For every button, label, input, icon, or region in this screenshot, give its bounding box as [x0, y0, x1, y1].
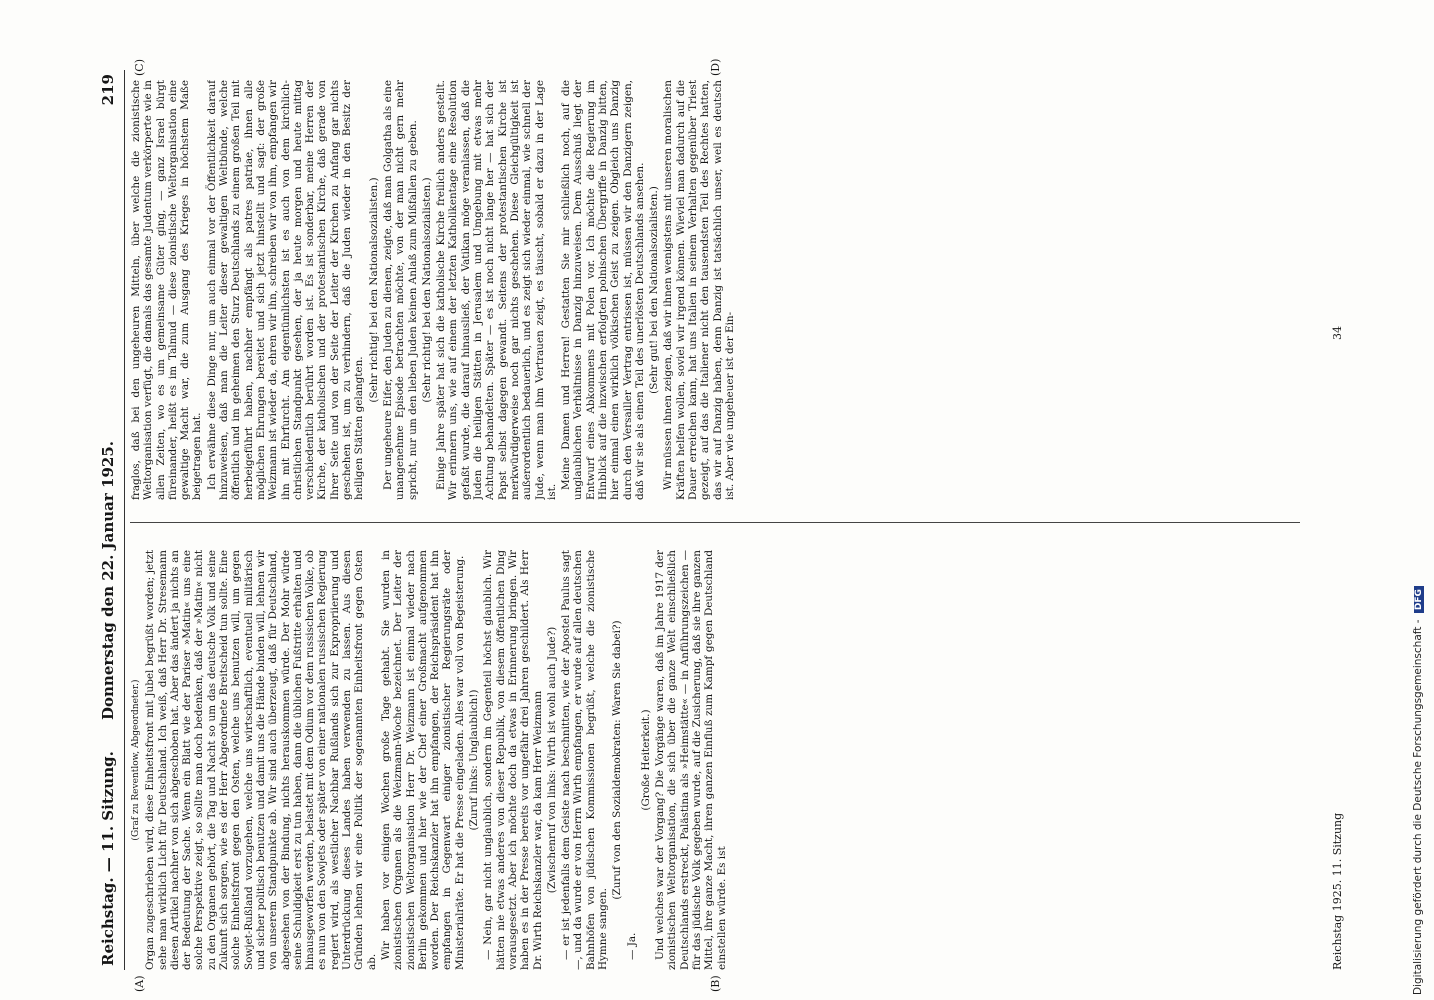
- paragraph: Meine Damen und Herren! Gestatten Sie mir schließlich noch, auf die unglaublichen Verhältnisse in Danzig hinzuweisen. Dem Ausschuß liegt der Entwurf eines Abkommens mit Polen vor. Ich möchte die Regierung im Hinblick auf die inzwischen erfolgten polnischen Übergriffe in Danzig bitten, hier einmal einen wirklich völkischen Geist zu zeigen. Obgleich uns Danzig durch den Versailler Vertrag entrissen ist, müssen wir den Danzigern zeigen, daß wir sie als einen Teil des unerlösten Deutschlands ansehen.: [560, 80, 646, 500]
- header-date: Donnerstag den 22. Januar 1925.: [99, 441, 117, 720]
- paragraph: Und welches war der Vorgang? Die Vorgänge waren, daß im Jahre 1917 der zionistischen Weltorganisation, die sich über die ganze Welt einschließlich Deutschlands erstreckt, Palästina als »Heimstätte« — in Anführungszeichen — für das jüdische Volk gegeben wurde, auf die Zusicherung, daß sie ihre ganzen Mittel, ihre ganze Macht, ihren ganzen Einfluß zum Kampf gegen Deutschland einstellen würde. Es ist: [654, 550, 728, 970]
- page-signature: 34: [1331, 326, 1344, 340]
- dfg-logo: DFG: [1414, 586, 1424, 613]
- paragraph: Organ zugeschrieben wird, diese Einheitsfront mit Jubel begrüßt worden; jetzt sehe man wirklich Licht für Deutschland. Ich weiß, daß Herr Dr. Stresemann diesen Artikel nachher von sich abgeschoben hat. Aber das ändert ja nichts an der Bedeutung der Sache. Wenn ein Blatt wie der Pariser »Matin« uns eine solche Perspektive zeigt, so sollte man doch bedenken, daß der »Matin« nicht zu den Organen gehört, die Tag und Nacht so um das deutsche Volk und seine Zukunft sich sorgen, wie es der Herr Abgeordnete Breitscheid tun sollte. Eine solche Einheitsfront gegen den Osten, welche uns benutzen will, um gegen Sowjet-Rußland vorzugehen, welche uns wirtschaftlich, eventuell militärisch und sicher politisch benutzen und damit uns die Hände binden will, lehnen wir von unserem Standpunkte ab. Wir sind auch überzeugt, daß für Deutschland, abgesehen von der Bindung, nichts herauskommen würde. Der Mohr würde seine Schuldigkeit erst zu tun haben, dann die üblichen Fußtritte erhalten und hinausgeworfen werden, belastet mit dem Odium vor dem russischen Volke, ob es nun von den Sowjets oder später von einer nationalen russischen Regierung regiert wird, als westlicher Nachbar Rußlands sich zur Expropriierung und Unterdrückung dieses Landes haben verwenden zu lassen. Aus diesen Gründen lehnen wir eine Politik der sogenannten Einheitsfront gegen Osten ab.: [144, 550, 378, 970]
- footer-session: Reichstag 1925. 11. Sitzung: [1331, 812, 1344, 970]
- interjection: (Sehr richtig! bei den Nationalsozialisten.): [420, 177, 433, 403]
- paragraph: Wir haben vor einigen Wochen große Tage gehabt. Sie wurden in zionistischen Organen als die Weizmann-Woche bezeichnet. Der Leiter der zionistischen Weltorganisation Herr Dr. Weizmann ist einmal wieder nach Berlin gekommen und hier wie der Chef einer Großmacht aufgenommen worden. Der Reichskanzler hat ihn empfangen, der Reichspräsident hat ihn empfangen in Gegenwart einiger zionistischer Regierungsräte oder Ministerialräte. Er hat die Presse eingeladen. Alles war voll von Begeisterung.: [379, 550, 466, 970]
- left-column: [130, 550, 1310, 970]
- paragraph: Einige Jahre später hat sich die katholische Kirche freilich anders gestellt. Wir erinnern uns, wie auf einem der letzten Katholikentage eine Resolution gefaßt wurde, die darauf hinausließ, der Vatikan möge veranlassen, daß die Juden die heiligen Stätten in Jerusalem und Umgebung mit etwas mehr Achtung behandelten. Später — es ist noch nicht lange her — hat sich der Papst selbst dagegen gewandt. Seitens der protestantischen Kirche ist merkwürdigerweise noch gar nichts geschehen. Diese Gleichgültigkeit ist außerordentlich bedauerlich, und es zeigt sich wieder einmal, wie schnell der Jude, wenn man ihm Vertrauen zeigt, es täuscht, sobald er dazu in der Lage ist.: [435, 80, 558, 500]
- header-session: Reichstag. — 11. Sitzung.: [99, 751, 117, 966]
- paragraph: — Ja.: [625, 932, 638, 960]
- digitization-credit: [1412, 586, 1424, 995]
- paragraph: — Nein, gar nicht unglaublich, sondern im Gegenteil höchst glaublich. Wir hätten nie etwas anderes von dieser Republik, von diesem öffentlichen Ding vorausgesetzt. Aber ich möchte doch da etwas in Erinnerung bringen. Wir haben es in der Presse bereits vor ungefähr drei Jahren geschildert. Als Herr Dr. Wirth Reichskanzler war, da kam Herr Weizmann: [482, 550, 544, 970]
- rotated-page: [99, 58, 1390, 992]
- margin-mark-d: (D): [709, 58, 722, 76]
- interjection: (Sehr gut! bei den Nationalsozialisten.): [648, 186, 661, 394]
- margin-mark-b: (B): [709, 975, 722, 992]
- header-rule: [124, 70, 125, 970]
- paragraph: Wir müssen ihnen zeigen, daß wir ihnen wenigstens mit unseren moralischen Kräften helfen wollen, soviel wir irgend können. Wieviel man dadurch auf die Dauer erreichen kann, hat uns Italien in seinem Verhalten gegenüber Triest gezeigt, auf das die Italiener nicht den tausendsten Teil des Rechtes hatten, das wir auf Danzig haben, denn Danzig ist tatsächlich unser, weil es deutsch ist. Aber wie ungeheuer ist der Ein-: [662, 80, 736, 500]
- interjection: (Zuruf von den Sozialdemokraten: Waren Sie dabei?): [611, 620, 624, 900]
- interjection: (Zuruf links: Unglaublich!): [468, 689, 481, 831]
- page-footer: [1332, 70, 1382, 970]
- interjection: (Große Heiterkeit.): [639, 709, 652, 811]
- interjection: (Zwischenruf von links: Wirth ist wohl auch Jude?): [545, 626, 558, 894]
- paragraph: — er ist jedenfalls dem Geiste nach beschnitten, wie der Apostel Paulus sagt —, und da wurde er von Herrn Wirth empfangen, er wurde auf allen deutschen Bahnhöfen von jüdischen Kommissionen begrüßt, welche die zionistische Hymne sangen.: [560, 550, 609, 970]
- paragraph: Ich erwähne diese Dinge nur, um auch einmal vor der Öffentlichkeit darauf hinzuweisen, daß man die Leiter dieser gewaltigen Weltbünde, welche öffentlich und im geheimen den Sturz Deutschlands zu einem großen Teil mit herbeigeführt haben, nachher empfängt als patres patriae, ihnen alle möglichen Ehrungen bereitet und sich jetzt hinstellt und sagt: der große Weizmann ist wieder da, ehren wir ihn, schreiben wir von ihm, empfangen wir ihn mit Ehrfurcht. Am eigentümlichsten ist es auch von dem kirchlich-christlichen Standpunkt gesehen, der ja heute morgen und heute mittag verschiedentlich berührt worden ist. Es ist sonderbar, meine Herren der Kirche, der katholischen und der protestantischen Kirche, daß gerade von Ihrer Seite und von der Seite der Leiter der Kirchen zu Anfang gar nichts geschehen ist, um zu verhindern, daß die Juden wieder in den Besitz der heiligen Stätten gelangten.: [205, 80, 366, 500]
- running-head: [100, 70, 120, 970]
- paragraph: Der ungeheure Eifer, den Juden zu dienen, zeigte, daß man Golgatha als eine unangenehme Episode betrachten möchte, von der man nicht gern mehr spricht, nur um den lieben Juden keinen Anlaß zum Mißfallen zu geben.: [381, 80, 419, 500]
- credit-text: Digitalisierung gefördert durch die Deutsche Forschungsgemeinschaft -: [1412, 619, 1424, 995]
- margin-mark-c: (C): [133, 59, 146, 76]
- right-column: [130, 80, 1310, 500]
- interjection: (Sehr richtig! bei den Nationalsozialisten.): [367, 177, 380, 403]
- margin-mark-a: (A): [133, 975, 146, 992]
- speaker-header: (Graf zu Reventlow, Abgeordneter.): [131, 679, 141, 841]
- paragraph: fraglos, daß bei den ungeheuren Mitteln, über welche die zionistische Weltorganisation verfügt, die damals das gesamte Judentum verkörperte wie in allen Zeiten, wo es um gemeinsame Güter ging, — ganz Israel bürgt füreinander, heißt es im Talmud — diese zionistische Weltorganisation eine gewaltige Macht war, die zum Ausgang des Krieges in höchstem Maße beigetragen hat.: [130, 80, 204, 500]
- page-number: 219: [99, 74, 117, 106]
- column-rule: [130, 522, 1300, 523]
